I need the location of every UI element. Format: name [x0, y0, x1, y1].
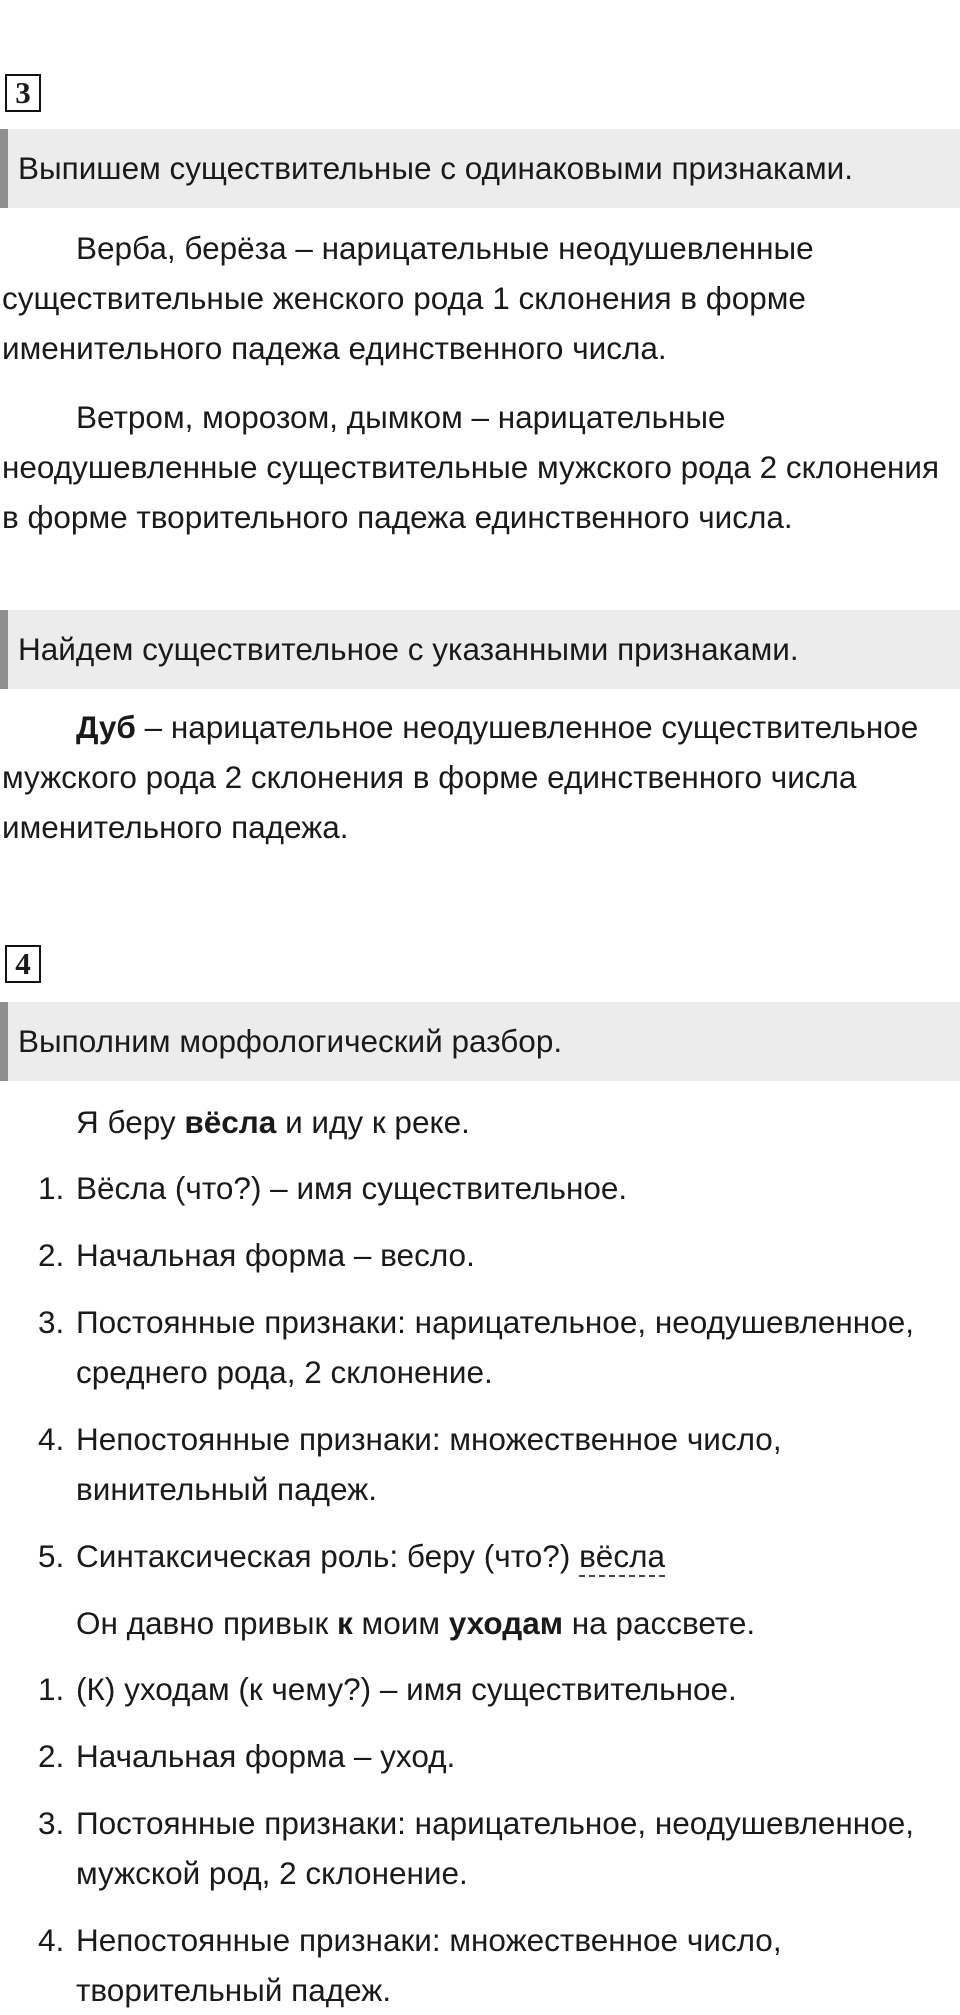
list-item [38, 1163, 948, 1213]
sentence-text: Он давно привык [76, 1605, 338, 1641]
list-item-text: Постоянные признаки: нарицательное, неодушевленное, мужской род, 2 склонение. [76, 1805, 914, 1891]
paragraph-verba-bereza: Верба, берёза – нарицательные неодушевленные существительные женского рода 1 склонения в форме именительного падежа единственного числа. [2, 230, 814, 366]
list-item-number: 4. [38, 1922, 65, 1958]
list-item-number: 2. [38, 1738, 65, 1774]
highlight-preposition-k: к [337, 1605, 353, 1641]
list-item-text: Вёсла (что?) – имя существительное. [76, 1170, 628, 1206]
list-item-text: Начальная форма – уход. [76, 1738, 456, 1774]
list-item [38, 1230, 948, 1280]
list-item-text: Синтаксическая роль: беру (что?) [76, 1538, 580, 1574]
list-item [38, 1531, 948, 1581]
list-item-text: Начальная форма – весло. [76, 1237, 475, 1273]
list-item-number: 4. [38, 1421, 65, 1457]
example-sentence-2 [76, 1598, 755, 1648]
list-item [38, 1915, 948, 2015]
list-item-number: 1. [38, 1170, 65, 1206]
list-item-text: Постоянные признаки: нарицательное, неодушевленное, среднего рода, 2 склонение. [76, 1304, 914, 1390]
task-number-3: 3 [5, 74, 41, 112]
instruction-bar-find-noun: Найдем существительное с указанными признаками. [0, 610, 960, 689]
list-item [38, 1798, 948, 1898]
instruction-bar-extract-nouns: Выпишем существительные с одинаковыми признаками. [0, 129, 960, 208]
analyzed-word-uhodam: уходам [448, 1605, 564, 1641]
instruction-bar-morphology: Выполним морфологический разбор. [0, 1002, 960, 1081]
list-item [38, 1664, 948, 1714]
sentence-text: на рассвете. [563, 1605, 756, 1641]
paragraph-dub-text: – нарицательное неодушевленное существительное мужского рода 2 склонения в форме единственного числа именительного падежа. [2, 709, 919, 845]
list-item-number: 2. [38, 1237, 65, 1273]
list-item-number: 1. [38, 1671, 65, 1707]
list-item-text: (К) уходам (к чему?) – имя существительное. [76, 1671, 737, 1707]
list-item-number: 3. [38, 1304, 65, 1340]
list-item [38, 1731, 948, 1781]
example-sentence-1 [76, 1097, 470, 1147]
paragraph-dub [2, 702, 952, 852]
list-item-number: 5. [38, 1538, 65, 1574]
object-underline-vesla: вёсла [579, 1538, 665, 1577]
highlight-word-dub: Дуб [76, 709, 136, 745]
task-number-4: 4 [5, 945, 41, 983]
sentence-text: Я беру [76, 1104, 185, 1140]
analyzed-word-vesla: вёсла [184, 1104, 277, 1140]
list-item [38, 1414, 948, 1514]
sentence-text: моим [352, 1605, 449, 1641]
sentence-text: и иду к реке. [276, 1104, 470, 1140]
paragraph-vetrom-morozom: Ветром, морозом, дымком – нарицательные неодушевленные существительные мужского рода 2 склонения в форме творительного падежа единственного числа. [2, 399, 940, 535]
list-item-text: Непостоянные признаки: множественное число, творительный падеж. [76, 1922, 782, 2008]
list-item-text: Непостоянные признаки: множественное число, винительный падеж. [76, 1421, 782, 1507]
list-item-number: 3. [38, 1805, 65, 1841]
list-item [38, 1297, 948, 1397]
